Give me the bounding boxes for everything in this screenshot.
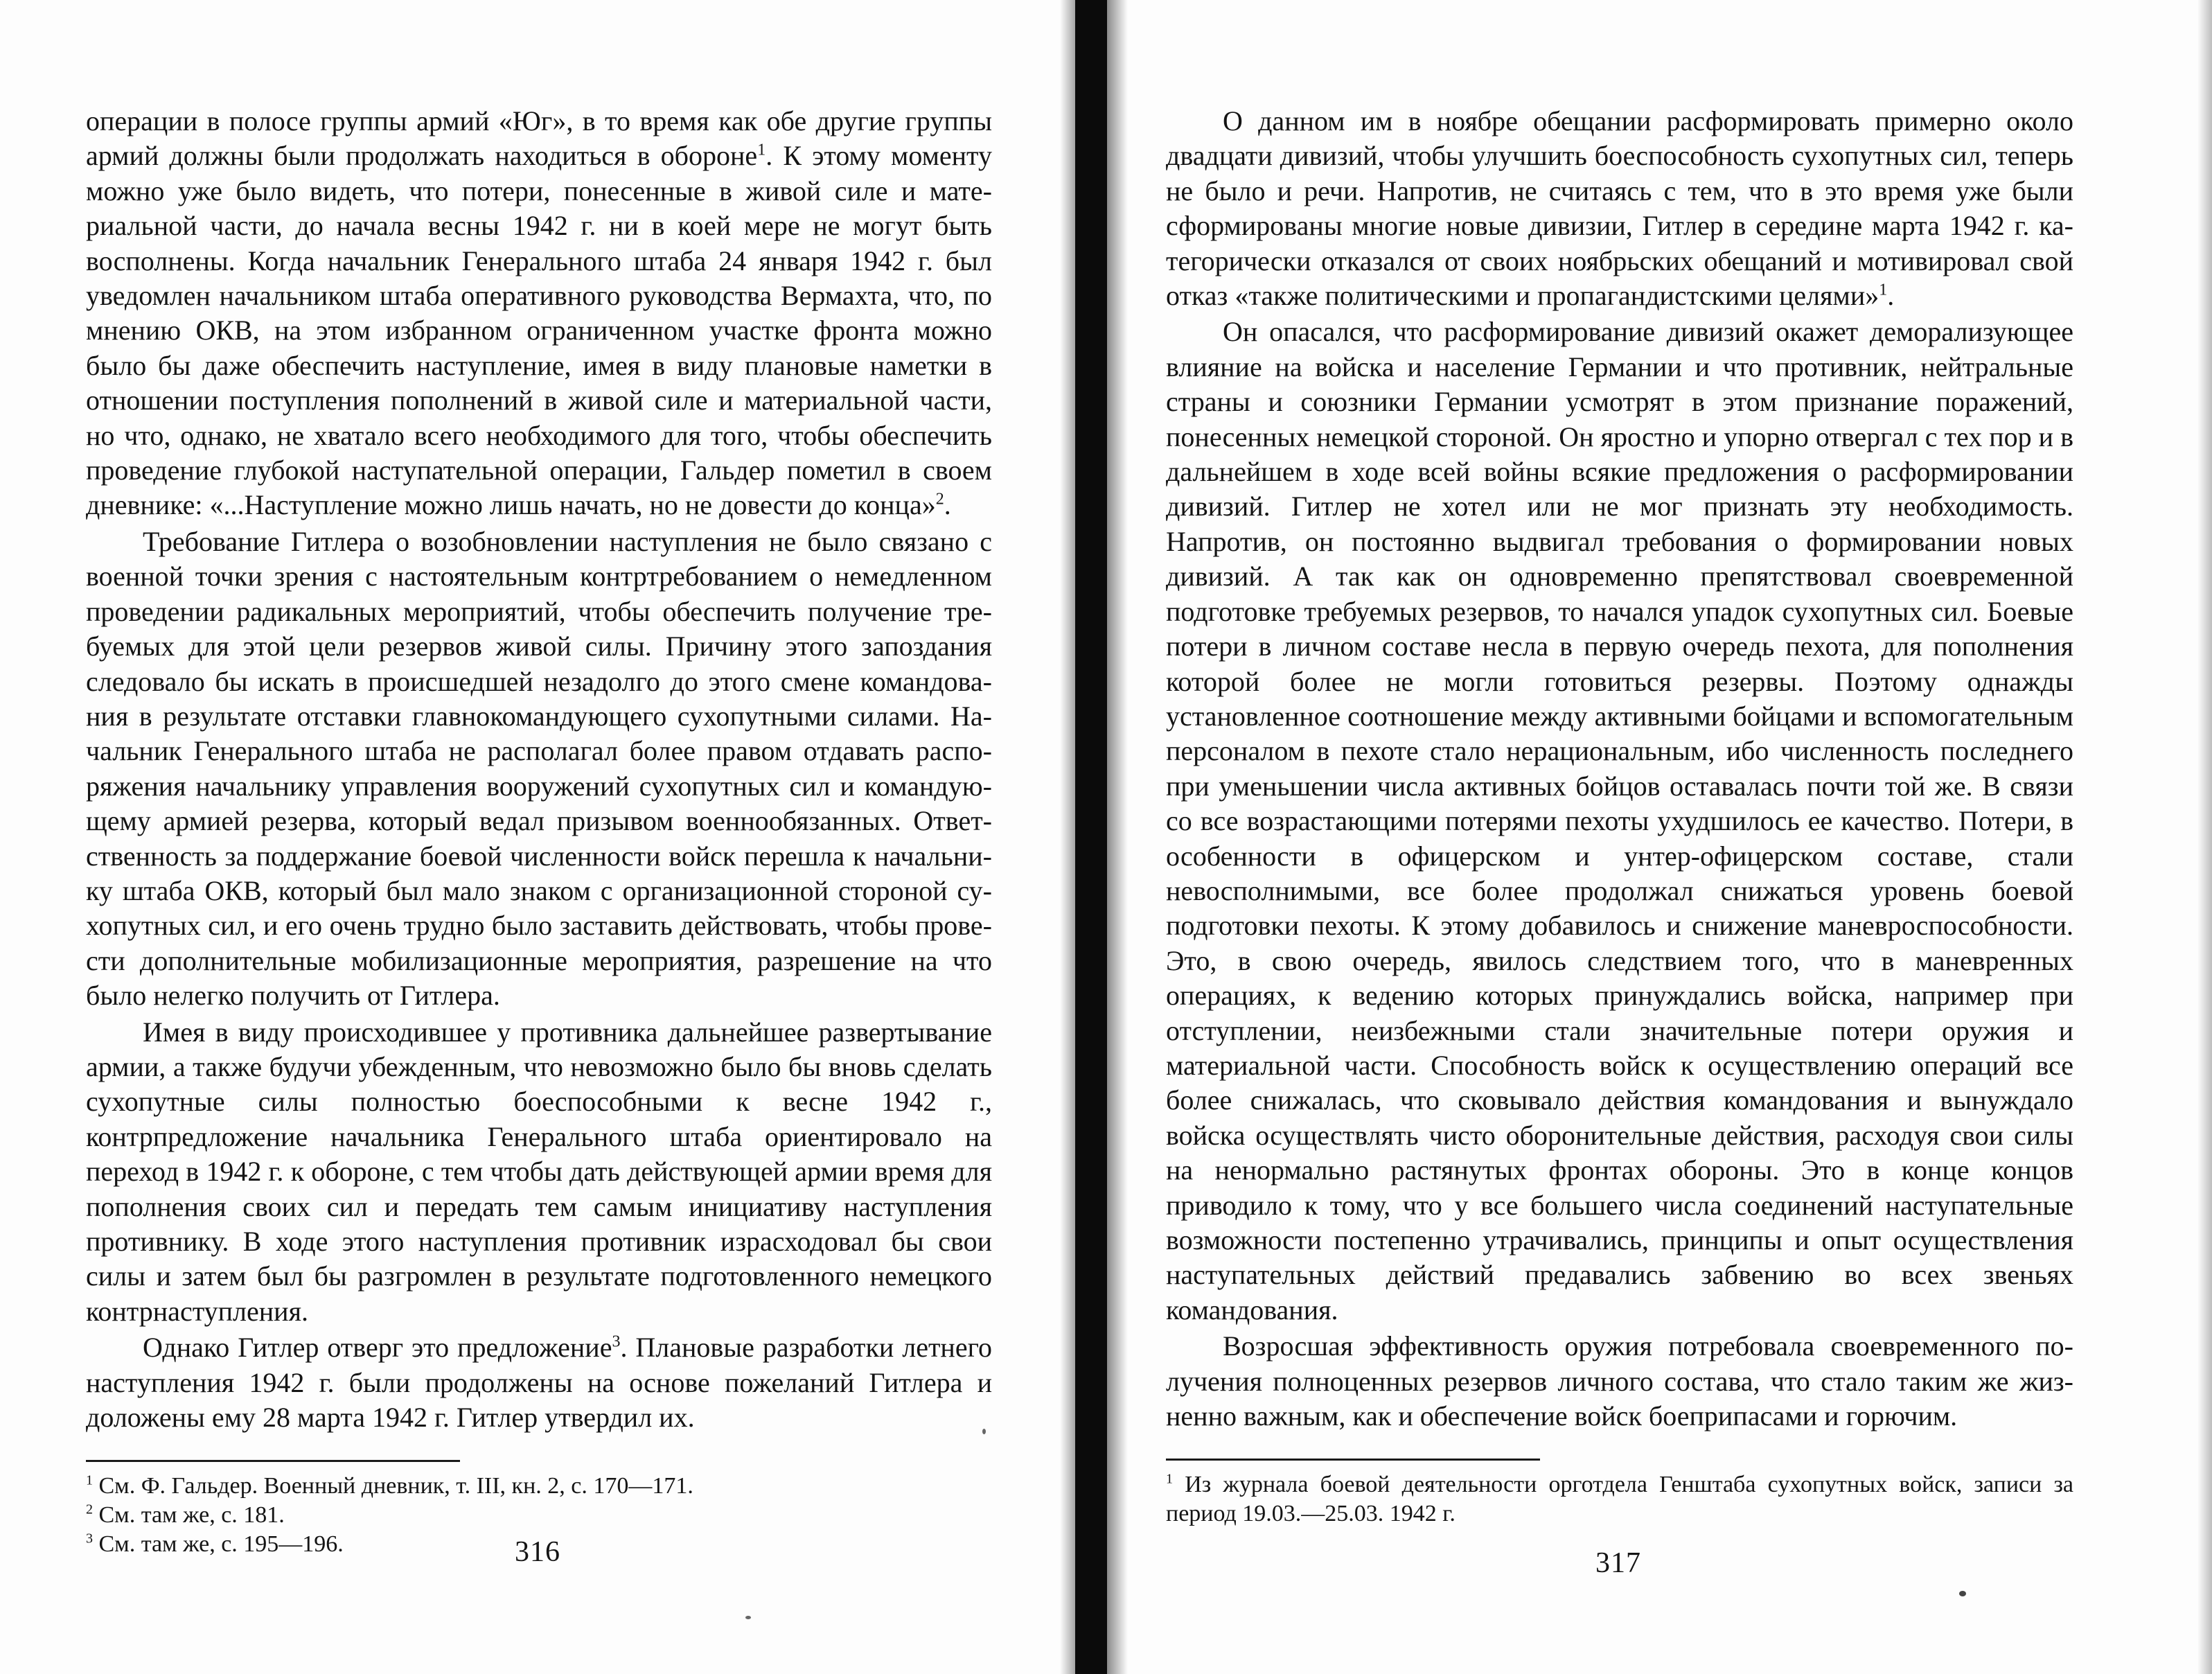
footnote-divider — [1166, 1459, 1540, 1461]
page-number-right: 317 — [1595, 1547, 1641, 1579]
footnote-ref[interactable]: 1 — [1879, 281, 1888, 299]
scan-speck — [982, 1429, 986, 1434]
right-paragraph-1: О данном им в ноябре обещании расформировать примерно около двадцати дивизий, чтобы улучшить боеспособность сухопутных сил, теперь не было и речи. Напротив, не считаясь с тем, что в это время уже были сформированы многие новые дивизии, Гитлер в середине марта 1942 г. категорически отказался от своих ноябрьских обещаний и мотивировал свой отказ «также политическими и пропагандистскими целями»$^1$. — [1166, 105, 2073, 312]
footnote-ref[interactable]: 1 — [757, 141, 766, 160]
footnote: $^1$ Из журнала боевой деятельности орготдела Генштаба сухопутных войск, записи за период 19.03.—25.03. 1942 г. — [1166, 1472, 2073, 1527]
scan-speck — [745, 1616, 751, 1619]
right-paragraph-3: Возросшая эффективность оружия потребовала своевременного получения полноценных резервов личного состава, что стало таким же жизненно важным, как и обеспечение войск боеприпасами и горючим. — [1166, 1330, 2073, 1432]
footnote-ref[interactable]: 2 — [935, 491, 944, 509]
right-paragraph-2: Он опасался, что расформирование дивизий окажет деморализующее влияние на войска и население Германии и что противник, нейтральные страны и союзники Германии усмотрят в этом признание поражений, понесенных немецкой стороной. Он яростно и упорно отвергал с тех пор и в дальнейшем в ходе всей войны всякие предложения о расформировании дивизий. Гитлер не хотел или не мог признать эту необходимость. Напротив, он постоянно выдвигал требования о формировании новых дивизий. А так как он одновременно препятствовал своевременной подготовке требуемых резервов, то начался упадок сухопутных сил. Боевые потери в личном составе несла в первую очередь пехота, для пополнения которой более не могли готовиться резервы. Поэтому однажды установленное соотношение между активными бойцами и вспомогательным персоналом в пехоте стало нерациональным, ибо численность последнего при уменьшении числа активных бойцов оставалась почти той же. В связи со все возрастающими потерями пехоты ухудшилось ее качество. Потери, в особенности в офицерском и унтер-офицерском составе, стали невосполнимыми, все более продолжал снижаться уровень боевой подготовки пехоты. К этому добавилось и снижение маневроспособности. Это, в свою очередь, явилось следствием того, что в маневренных операциях, к ведению которых принуждались войска, например при отступлении, неизбежными стали значительные потери оружия и материальной части. Способность войск к осуществлению операций все более снижалась, что сковывало действия командования и вынуждало войска осуществлять чисто оборонительные действия, расходуя свои силы на ненормально растянутых фронтах обороны. Это в конце концов приводило к тому, что у все большего числа соединений наступательные возможности постепенно утрачивались, принципы и опыт осуществления наступательных действий предавались забвению во всех звеньях командования. — [1166, 316, 2073, 1325]
left-paragraph-2: Требование Гитлера о возобновлении наступления не было связано с военной точки зрения с настоятельным контртребованием о немедленном проведении радикальных мероприятий, чтобы обеспечить получение требуемых для этой цели резервов живой силы. Причину этого запоздания следовало бы искать в происшедшей незадолго до этого смене командования в результате отставки главнокомандующего сухопутными силами. Начальник Генерального штаба не располагал более правом отдавать распоряжения начальнику управления вооружений сухопутных сил и командующему армией резерва, который ведал призывом военнообязанных. Ответственность за поддержание боевой численности войск перешла к начальнику штаба ОКВ, который был мало знаком с организационной стороной сухопутных сил, и его очень трудно было заставить действовать, чтобы провести дополнительные мобилизационные мероприятия, разрешение на что было нелегко получить от Гитлера. — [86, 525, 992, 1012]
gutter-shadow-left — [1060, 0, 1075, 1674]
page-edge-shadow — [2197, 0, 2212, 1674]
footnote-divider — [86, 1460, 460, 1462]
page-number-left: 316 — [515, 1536, 560, 1568]
right-footnotes — [1166, 1470, 2073, 1528]
gutter-shadow-right — [1107, 0, 1128, 1674]
footnote: $^2$ См. там же, с. 181. — [86, 1502, 285, 1528]
left-paragraph-1: операции в полосе группы армий «Юг», в то время как обе другие группы армий должны были продолжать находиться в обороне$^1$. К этому моменту можно уже было видеть, что потери, понесенные в живой силе и материальной части, до начала весны 1942 г. ни в коей мере не могут быть восполнены. Когда начальник Генерального штаба 24 января 1942 г. был уведомлен начальником штаба оперативного руководства Вермахта, что, по мнению ОКВ, на этом избранном ограниченном участке фронта можно было бы даже обеспечить наступление, имея в виду плановые наметки в отношении поступления пополнений в живой силе и материальной части, но что, однако, не хватало всего необходимого для того, чтобы обеспечить проведение глубокой наступательной операции, Гальдер пометил в своем дневнике: «...Наступление можно лишь начать, но не довести до конца»$^2$. — [86, 105, 993, 521]
book-gutter — [1075, 0, 1107, 1674]
left-paragraph-3: Имея в виду происходившее у противника дальнейшее развертывание армии, а также будучи убежденным, что невозможно было бы вновь сделать сухопутные силы полностью боеспособными к весне 1942 г., контрпредложение начальника Генерального штаба ориентировало на переход в 1942 г. к обороне, с тем чтобы дать действующей армии время для пополнения своих сил и передать тем самым инициативу наступления противнику. В ходе этого наступления противник израсходовал бы свои силы и затем был бы разгромлен в результате подготовленного немецкого контрнаступления. — [86, 1016, 992, 1327]
footnote: $^3$ См. там же, с. 195—196. — [86, 1531, 344, 1558]
footnote-ref[interactable]: 3 — [612, 1332, 621, 1351]
left-paragraph-4: Однако Гитлер отверг это предложение$^3$. Плановые разработки летнего наступления 1942 г. были продолжены на основе пожеланий Гитлера и доложены ему 28 марта 1942 г. Гитлер утвердил их. — [86, 1332, 992, 1434]
scan-speck — [1959, 1591, 1966, 1596]
left-page — [86, 104, 992, 1559]
right-page — [1166, 104, 2073, 1528]
footnote: $^1$ См. Ф. Гальдер. Военный дневник, т. III, кн. 2, с. 170—171. — [86, 1473, 693, 1499]
